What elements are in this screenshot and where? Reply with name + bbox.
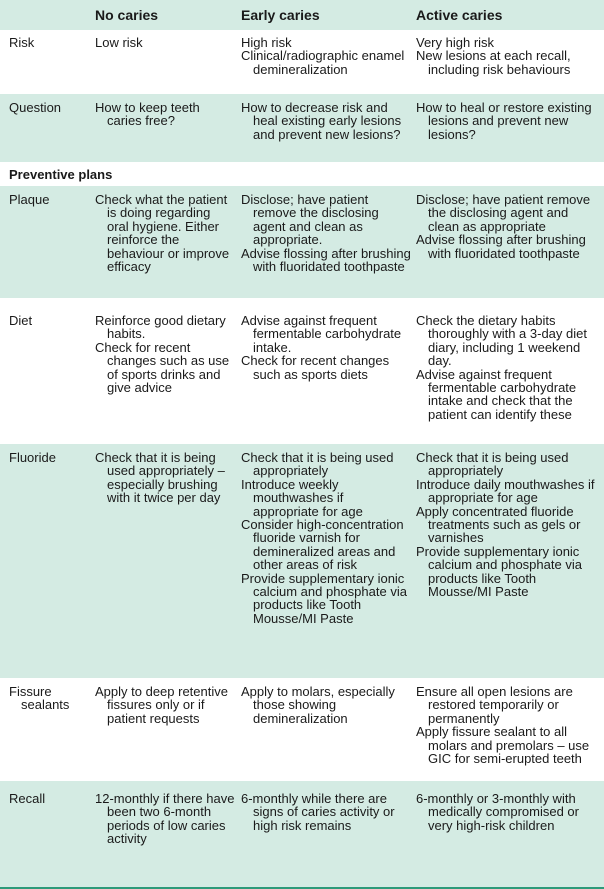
cell-item: Advise flossing after brushing with fluoridated toothpaste — [241, 245, 411, 275]
cell-item: Check the dietary habits thoroughly with a 3-day diet diary, including 1 weekend day. — [416, 313, 587, 369]
cell-item: How to heal or restore existing lesions and prevent new lesions? — [416, 100, 592, 142]
cell-item: Disclose; have patient remove the disclosing agent and clean as appropriate — [416, 192, 591, 234]
cell-no-caries — [95, 685, 235, 725]
cell-item: Consider high-concentration fluoride varnish for demineralized areas and other areas of risk — [241, 517, 404, 573]
table-row-fluoride — [0, 444, 604, 678]
cell-no-caries — [95, 193, 235, 273]
row-label: Risk — [9, 35, 35, 50]
cell-no-caries — [95, 36, 235, 49]
row-label-text: Fissure sealants — [9, 684, 70, 713]
cell-item: High risk — [241, 35, 292, 50]
cell-item: Check for recent changes such as use of sports drinks and give advice — [95, 339, 230, 396]
cell-item: Reinforce good dietary habits. — [95, 313, 226, 342]
cell-no-caries — [95, 451, 235, 505]
section-title: Preventive plans — [9, 167, 113, 182]
cell-item: Low risk — [95, 35, 143, 50]
cell-item: 12-monthly if there have been two 6-month periods of low caries activity — [95, 791, 235, 847]
row-label: Diet — [9, 313, 33, 328]
row-label — [9, 685, 89, 712]
table-row-recall — [0, 781, 604, 887]
cell-item: Provide supplementary ionic calcium and phosphate via products like Tooth Mousse/MI Paste — [416, 543, 582, 600]
cell-item: How to keep teeth caries free? — [95, 100, 200, 129]
table-row-plaque — [0, 186, 604, 298]
cell-item: New lesions at each recall, including risk behaviours — [416, 48, 571, 77]
cell-item: Check that it is being used appropriately — [241, 450, 394, 479]
cell-no-caries — [95, 101, 235, 128]
cell-item: Provide supplementary ionic calcium and phosphate via products like Tooth Mousse/MI Paste — [241, 570, 407, 626]
section-preventive-plans — [0, 162, 604, 186]
cell-item: Advise against frequent fermentable carbohydrate intake and check that the patient can identify these — [416, 366, 577, 422]
cell-early-caries — [241, 36, 411, 76]
cell-early-caries — [241, 685, 411, 725]
row-label: Fluoride — [9, 450, 56, 465]
cell-item: Check for recent changes such as sports diets — [241, 353, 390, 382]
header-early-caries: Early caries — [241, 7, 320, 23]
cell-active-caries — [416, 451, 602, 598]
cell-active-caries — [416, 792, 602, 832]
cell-active-caries — [416, 36, 602, 76]
cell-early-caries — [241, 193, 411, 273]
cell-item: Apply fissure sealant to all molars and premolars – use GIC for semi-erupted teeth — [416, 724, 590, 767]
row-label: Question — [9, 100, 62, 115]
cell-item: Check that it is being used appropriately – especially brushing with it twice per day — [95, 450, 225, 506]
cell-active-caries — [416, 314, 602, 421]
cell-active-caries — [416, 193, 602, 260]
cell-item: Disclose; have patient remove the disclosing agent and clean as appropriate. — [241, 192, 379, 248]
table-row-fissure-sealants — [0, 678, 604, 781]
cell-early-caries — [241, 451, 411, 625]
cell-early-caries — [241, 314, 411, 381]
cell-item: Ensure all open lesions are restored temporarily or permanently — [416, 684, 573, 726]
row-label: Recall — [9, 791, 46, 806]
table-header-row — [0, 0, 604, 30]
header-no-caries: No caries — [95, 7, 159, 23]
cell-item: Apply to deep retentive fissures only or if patient requests — [95, 684, 228, 726]
cell-item: 6-monthly or 3-monthly with medically compromised or very high-risk children — [416, 791, 579, 833]
cell-early-caries — [241, 101, 411, 141]
header-active-caries: Active caries — [416, 7, 503, 23]
cell-item: Apply to molars, especially those showing demineralization — [241, 684, 395, 726]
cell-active-caries — [416, 685, 602, 765]
table-row-diet — [0, 298, 604, 444]
cell-item: Introduce weekly mouthwashes if appropriate for age — [241, 476, 363, 519]
row-label: Plaque — [9, 192, 50, 207]
table-row-question — [0, 94, 604, 162]
cell-item: Apply concentrated fluoride treatments such as gels or varnishes — [416, 503, 581, 546]
cell-item: Check what the patient is doing regarding oral hygiene. Either reinforce the behaviour or improve efficacy — [95, 192, 230, 275]
cell-item: Clinical/radiographic enamel demineralization — [241, 48, 405, 77]
cell-item: Very high risk — [416, 35, 495, 50]
cell-no-caries — [95, 792, 235, 846]
cell-early-caries — [241, 792, 411, 832]
cell-item: Check that it is being used appropriately — [416, 450, 569, 479]
cell-active-caries — [416, 101, 602, 141]
cell-no-caries — [95, 314, 235, 394]
cell-item: 6-monthly while there are signs of caries activity or high risk remains — [241, 791, 395, 833]
cell-item: How to decrease risk and heal existing early lesions and prevent new lesions? — [241, 100, 402, 142]
cell-item: Advise against frequent fermentable carbohydrate intake. — [241, 313, 402, 355]
cell-item: Advise flossing after brushing with fluoridated toothpaste — [416, 232, 586, 261]
cell-item: Introduce daily mouthwashes if appropriate for age — [416, 476, 595, 506]
table-row-risk — [0, 30, 604, 94]
